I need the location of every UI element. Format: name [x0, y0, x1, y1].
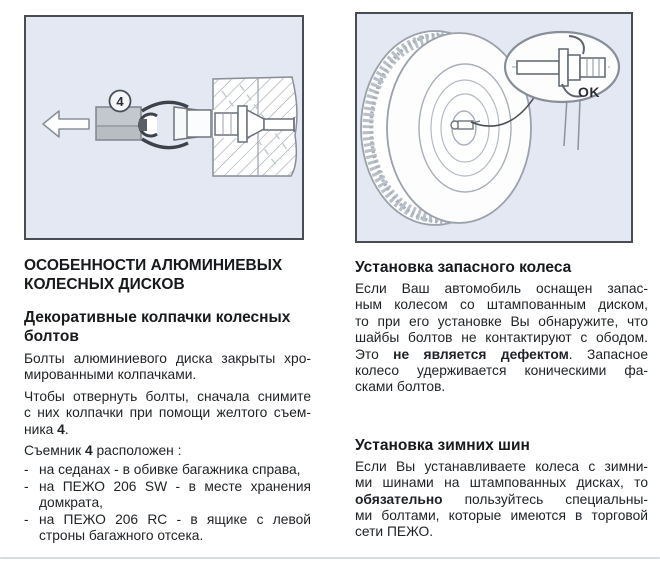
left-text-column	[24, 248, 311, 544]
text-line: шайбы болтов не контактируют с ободом.	[355, 330, 648, 346]
bolt-cap-removal-drawing	[26, 17, 302, 238]
text-line: колесо удерживается коническими фа-	[355, 363, 648, 379]
right-text-column	[355, 248, 648, 541]
spare-wheel-drawing	[357, 14, 631, 241]
list-item	[24, 512, 311, 545]
paragraph-winter-tires	[355, 459, 648, 541]
title-line: ОСОБЕННОСТИ АЛЮМИНИЕВЫХ	[24, 257, 283, 274]
rim-section-line	[564, 98, 567, 146]
heading-line: Декоративные колпачки колесных	[24, 309, 291, 326]
text-line: Если Вы устанавливаете колеса с зимни-	[355, 458, 648, 474]
text-line: на ПЕЖО 206 SW - в месте хранения	[39, 478, 311, 494]
figure-bolt-cap-removal	[24, 15, 304, 240]
text-line: на седанах - в обивке багажника справа,	[39, 462, 301, 478]
text-line: мированными колпачками.	[24, 367, 197, 383]
list-marker: -	[24, 511, 29, 527]
text-line: на ПЕЖО 206 RC - в ящике с левой	[39, 511, 311, 527]
tool-number-badge	[110, 91, 131, 112]
badge-4-label: 4	[116, 94, 124, 109]
list-marker: -	[24, 478, 29, 494]
text-line: Съемник 4 расположен :	[24, 443, 182, 459]
title-line: КОЛЕСНЫХ ДИСКОВ	[24, 276, 185, 293]
text-line: домкрата,	[39, 495, 103, 511]
text-line: ми шинами на штампованных дисках, то	[355, 475, 648, 491]
text-line: обязательно пользуйтесь специальны-	[355, 491, 648, 507]
text-line: Если Ваш автомобиль оснащен запас-	[355, 281, 648, 296]
text-line: сками болтов.	[355, 379, 446, 395]
heading-winter-tires: Установка зимних шин	[355, 436, 530, 454]
text-line: то при его установке Вы обнаружите, что	[355, 313, 648, 329]
text-line: ника 4.	[24, 421, 69, 437]
spare-wheel-section	[355, 258, 648, 396]
text-line: сети ПЕЖО.	[355, 524, 434, 540]
puller-location-list	[24, 462, 311, 544]
heading-decorative-caps	[24, 308, 311, 346]
heading-line: болтов	[24, 328, 79, 345]
wheel-section-wall	[213, 77, 297, 176]
list-item	[24, 462, 311, 478]
text-line: Это не является дефектом. Запасное	[355, 346, 649, 362]
paragraph-puller-location	[24, 443, 311, 459]
list-item	[24, 479, 311, 512]
section-title-aluminum-wheels	[24, 256, 311, 294]
text-line: ным колесом со штампованным диском,	[355, 297, 648, 313]
ok-label: OK	[578, 84, 600, 100]
text-line: ми болтами, которые имеются в торговой	[355, 508, 648, 524]
bolt-detail-magnifier	[505, 32, 619, 102]
arrow-left-icon	[43, 111, 89, 137]
paragraph-bolts-covered	[24, 351, 311, 384]
paragraph-spare-wheel	[355, 281, 648, 396]
text-line: с них колпачки при помощи желтого съем-	[24, 405, 311, 421]
list-marker: -	[24, 462, 29, 478]
rim-section-line	[578, 100, 580, 150]
paragraph-remove-caps	[24, 389, 311, 438]
text-line: Чтобы отвернуть болты, сначала снимите	[24, 388, 311, 404]
text-line: строны багажного отсека.	[39, 528, 204, 544]
figure-spare-wheel	[355, 12, 633, 243]
text-line: Болты алюминиевого диска закрыты хро-	[24, 351, 311, 366]
page-bottom-divider	[0, 557, 660, 559]
heading-spare-wheel: Установка запасного колеса	[355, 259, 572, 276]
winter-tires-section	[355, 436, 648, 541]
